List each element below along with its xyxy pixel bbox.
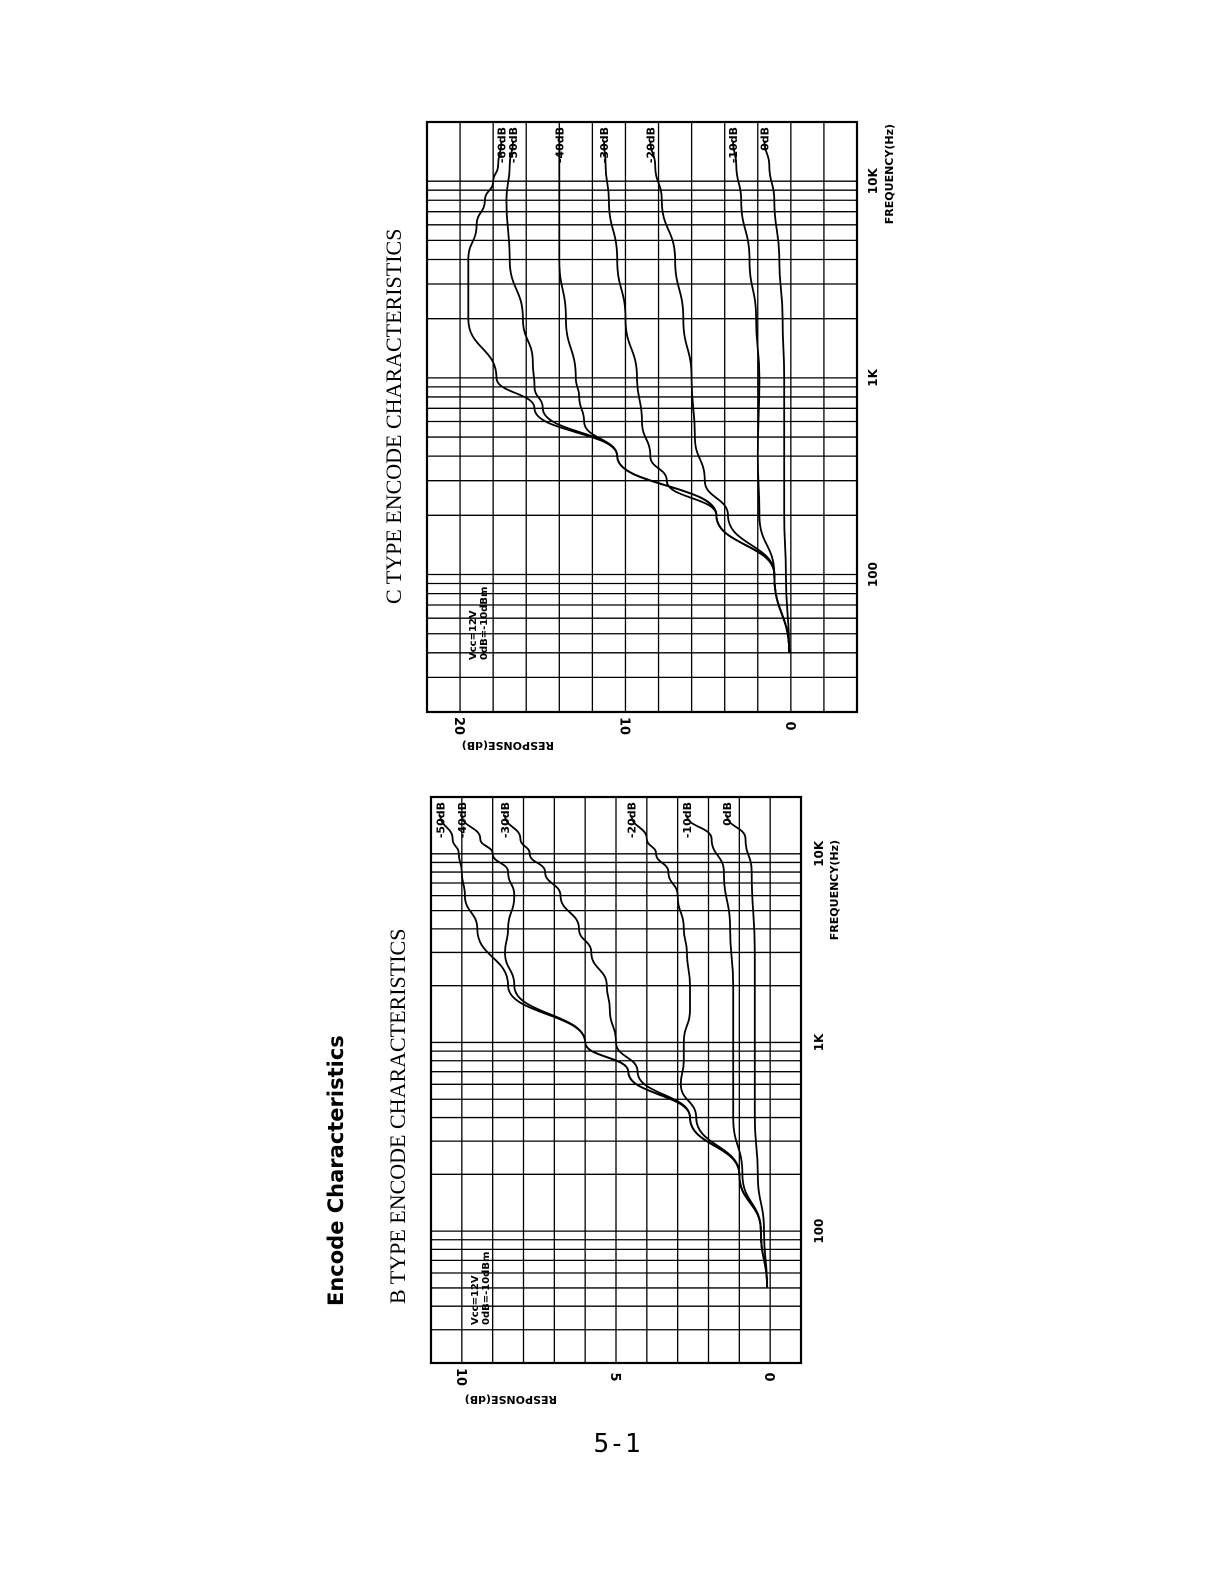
series-label: -20dB xyxy=(625,802,639,839)
series-label: -30dB xyxy=(597,127,611,164)
series-label: -60dB xyxy=(495,127,509,164)
y-tick-label: 20 xyxy=(451,716,467,736)
chart-c-type-encode xyxy=(381,122,896,752)
y-axis-label: RESPONSE(dB) xyxy=(464,1393,557,1406)
y-tick-label: 0 xyxy=(761,1372,777,1382)
y-tick-label: 10 xyxy=(452,1367,468,1387)
condition-text: Vcc=12V xyxy=(470,1275,481,1325)
y-tick-label: 10 xyxy=(616,716,632,736)
x-tick-label: 100 xyxy=(812,1218,826,1244)
y-axis-label: RESPONSE(dB) xyxy=(461,739,554,752)
series-label: -40dB xyxy=(553,127,567,164)
x-tick-label: 10K xyxy=(866,168,880,195)
x-axis-label: FREQUENCY(Hz) xyxy=(828,840,841,941)
x-axis-label: FREQUENCY(Hz) xyxy=(883,124,896,225)
y-tick-label: 5 xyxy=(607,1372,622,1382)
series-label: -30dB xyxy=(499,802,512,839)
series-label: -20dB xyxy=(644,127,658,164)
series-label: -10dB xyxy=(726,127,740,164)
series-label: 0dB xyxy=(758,127,772,151)
x-tick-label: 10K xyxy=(812,840,826,867)
page-number: 5-1 xyxy=(593,1429,641,1459)
page-heading: Encode Characteristics xyxy=(324,1035,348,1306)
series-label: -10dB xyxy=(680,802,694,839)
series-label: -50dB xyxy=(507,127,520,164)
condition-text: Vcc=12V xyxy=(468,610,479,660)
x-tick-label: 100 xyxy=(866,562,880,588)
series-label: -40dB xyxy=(455,802,469,839)
series-label: -50dB xyxy=(434,802,448,839)
chart-title: B TYPE ENCODE CHARACTERISTICS xyxy=(385,928,410,1304)
chart-b-type-encode xyxy=(385,797,841,1406)
chart-title: C TYPE ENCODE CHARACTERISTICS xyxy=(381,228,406,604)
x-tick-label: 1K xyxy=(812,1033,826,1052)
y-tick-label: 0 xyxy=(781,721,797,731)
x-tick-label: 1K xyxy=(866,369,880,387)
series-label: 0dB xyxy=(721,802,734,826)
condition-text: 0dB=-10dBm xyxy=(481,1251,492,1325)
condition-text: 0dB=-10dBm xyxy=(479,586,490,660)
